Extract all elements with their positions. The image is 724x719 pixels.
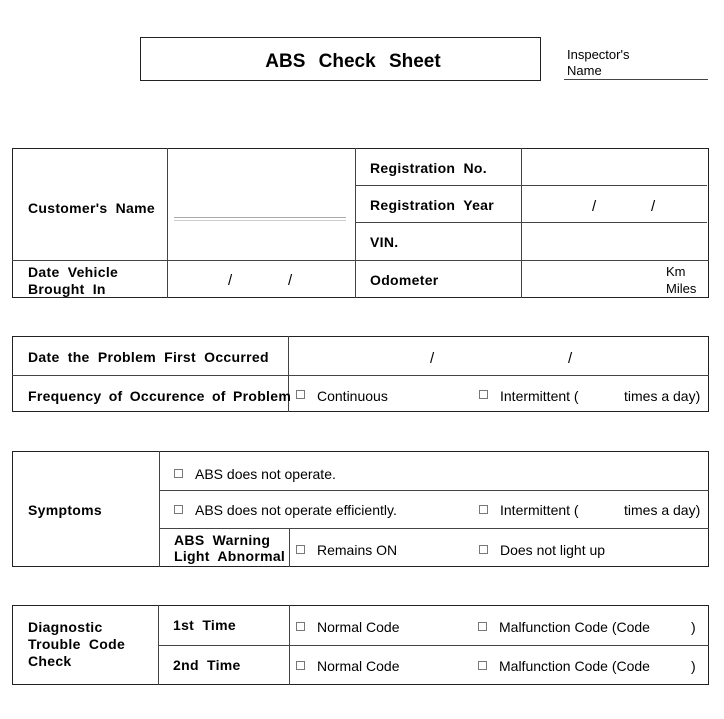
warning-light-label: ABS Warning Light Abnormal: [174, 532, 286, 564]
vin-label: VIN.: [370, 234, 399, 250]
customer-name-field[interactable]: [174, 217, 346, 218]
date-brought-in-label: Date Vehicle Brought In: [28, 264, 119, 297]
not-light-checkbox[interactable]: [479, 545, 488, 554]
first-normal-checkbox[interactable]: [296, 622, 305, 631]
first-close-paren: ): [691, 619, 696, 635]
abs-not-efficient-label: ABS does not operate efficiently.: [195, 502, 397, 518]
abs-not-operate-label: ABS does not operate.: [195, 466, 336, 482]
registration-year-label: Registration Year: [370, 197, 494, 213]
times-a-day-label: times a day): [624, 388, 701, 404]
date-slash-1: /: [228, 272, 233, 289]
intermittent-label: Intermittent (: [500, 388, 579, 404]
first-malfunction-checkbox[interactable]: [478, 622, 487, 631]
km-label: Km: [666, 264, 686, 279]
symptom-intermittent-checkbox[interactable]: [479, 505, 488, 514]
year-slash-1: /: [592, 198, 597, 215]
first-slash-2: /: [568, 350, 573, 367]
inspector-name-line[interactable]: [564, 79, 708, 80]
second-close-paren: ): [691, 658, 696, 674]
symptom-intermittent-label: Intermittent (: [500, 502, 579, 518]
page-title: ABS Check Sheet: [265, 51, 441, 72]
first-normal-label: Normal Code: [317, 619, 400, 635]
date-slash-2: /: [288, 272, 293, 289]
first-occurred-label: Date the Problem First Occurred: [28, 349, 269, 365]
not-light-label: Does not light up: [500, 542, 606, 558]
year-slash-2: /: [651, 198, 656, 215]
first-slash-1: /: [430, 350, 435, 367]
remains-on-checkbox[interactable]: [296, 545, 305, 554]
odometer-label: Odometer: [370, 272, 439, 288]
frequency-label: Frequency of Occurence of Problem: [28, 388, 292, 404]
second-normal-checkbox[interactable]: [296, 661, 305, 670]
abs-not-operate-checkbox[interactable]: [174, 469, 183, 478]
intermittent-checkbox[interactable]: [479, 390, 488, 399]
dtc-label: Diagnostic Trouble Code Check: [28, 619, 126, 669]
second-malfunction-label: Malfunction Code (Code: [499, 658, 650, 674]
second-time-label: 2nd Time: [173, 657, 241, 673]
first-time-label: 1st Time: [173, 617, 236, 633]
abs-not-efficient-checkbox[interactable]: [174, 505, 183, 514]
inspector-name-label: Inspector's Name: [567, 47, 630, 78]
continuous-label: Continuous: [317, 388, 388, 404]
second-normal-label: Normal Code: [317, 658, 400, 674]
customer-name-label: Customer's Name: [28, 200, 155, 216]
first-malfunction-label: Malfunction Code (Code: [499, 619, 650, 635]
second-malfunction-checkbox[interactable]: [478, 661, 487, 670]
symptoms-label: Symptoms: [28, 502, 102, 518]
registration-no-label: Registration No.: [370, 160, 487, 176]
continuous-checkbox[interactable]: [296, 390, 305, 399]
remains-on-label: Remains ON: [317, 542, 398, 558]
symptom-times-a-day-label: times a day): [624, 502, 701, 518]
miles-label: Miles: [666, 281, 697, 296]
